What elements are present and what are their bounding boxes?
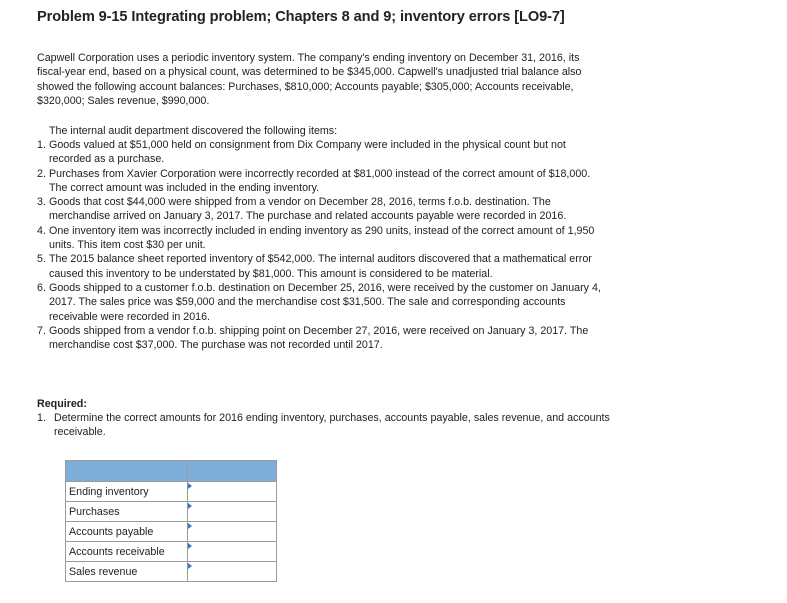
audit-lead-text: The internal audit department discovered the following items: (49, 125, 338, 137)
list-item (37, 167, 602, 196)
required-item (37, 411, 614, 440)
row-label-accounts-payable: Accounts payable (66, 522, 188, 542)
table-header-cell (188, 461, 277, 482)
required-item-number: 1. (37, 412, 46, 424)
answer-table (65, 460, 277, 582)
list-item (37, 138, 602, 167)
row-label-sales-revenue: Sales revenue (66, 562, 188, 582)
list-item (37, 281, 602, 324)
table-header-cell (66, 461, 188, 482)
item-number: 4. (37, 224, 46, 237)
accounts-receivable-input[interactable] (188, 542, 277, 562)
input-marker-icon (188, 483, 192, 489)
row-label-ending-inventory: Ending inventory (66, 482, 188, 502)
list-item (37, 324, 602, 353)
item-text: Goods that cost $44,000 were shipped from a vendor on December 28, 2016, terms f.o.b. destination. The merchandise arrived on January 3, 2017. The purchase and related accounts payable were recorded in 2016. (49, 196, 567, 223)
problem-title: Problem 9-15 Integrating problem; Chapters 8 and 9; inventory errors [LO9-7] (37, 9, 565, 25)
required-heading: Required: (37, 398, 87, 410)
ending-inventory-input[interactable] (188, 482, 277, 502)
table-header-row (66, 461, 277, 482)
table-row (66, 562, 277, 582)
input-marker-icon (188, 523, 192, 529)
audit-items-list (37, 138, 602, 352)
item-text: The 2015 balance sheet reported inventory of $542,000. The internal auditors discovered that a mathematical error caused this inventory to be understated by $81,000. This amount is considered to be material. (49, 253, 592, 280)
table-row (66, 542, 277, 562)
item-text: Goods shipped to a customer f.o.b. destination on December 25, 2016, were received by the customer on January 4, 2017. The sales price was $59,000 and the merchandise cost $31,500. The sale and corresponding accounts receivable were recorded in 2016. (49, 281, 601, 323)
row-label-purchases: Purchases (66, 502, 188, 522)
item-number: 6. (37, 281, 46, 294)
item-number: 2. (37, 167, 46, 180)
table-row (66, 502, 277, 522)
item-number: 3. (37, 196, 46, 209)
item-text: One inventory item was incorrectly included in ending inventory as 290 units, instead of the correct amount of 1,950 units. This item cost $30 per unit. (49, 224, 595, 252)
table-row (66, 482, 277, 502)
input-marker-icon (188, 503, 192, 509)
item-number: 5. (37, 253, 46, 266)
accounts-payable-input[interactable] (188, 522, 277, 542)
required-item-text: Determine the correct amounts for 2016 ending inventory, purchases, accounts payable, sales revenue, and accounts receivable. (54, 412, 610, 439)
item-text: Goods shipped from a vendor f.o.b. shipping point on December 27, 2016, were received on January 3, 2017. The merchandise cost $37,000. The purchase was not recorded until 2017. (49, 324, 589, 352)
input-marker-icon (188, 563, 192, 569)
item-text: Goods valued at $51,000 held on consignment from Dix Company were included in the physical count but not recorded as a purchase. (49, 139, 566, 166)
purchases-input[interactable] (188, 502, 277, 522)
input-marker-icon (188, 543, 192, 549)
item-number: 1. (37, 139, 46, 151)
row-label-accounts-receivable: Accounts receivable (66, 542, 188, 562)
intro-paragraph: Capwell Corporation uses a periodic inventory system. The company's ending inventory on December 31, 2016, its fiscal-year end, based on a physical count, was determined to be $345,000. Capwell's unadjusted trial balance also showed the following account balances: Purchases, $810,000; Accounts payable; $305,000; Accounts receivable, $320,000; Sales revenue, $990,000. (37, 52, 582, 107)
item-text: Purchases from Xavier Corporation were incorrectly recorded at $81,000 instead of the correct amount of $18,000. The correct amount was included in the ending inventory. (49, 167, 591, 194)
list-item (37, 195, 602, 224)
item-number: 7. (37, 324, 46, 337)
table-row (66, 522, 277, 542)
list-item (37, 224, 602, 253)
sales-revenue-input[interactable] (188, 562, 277, 582)
list-item (37, 252, 602, 281)
